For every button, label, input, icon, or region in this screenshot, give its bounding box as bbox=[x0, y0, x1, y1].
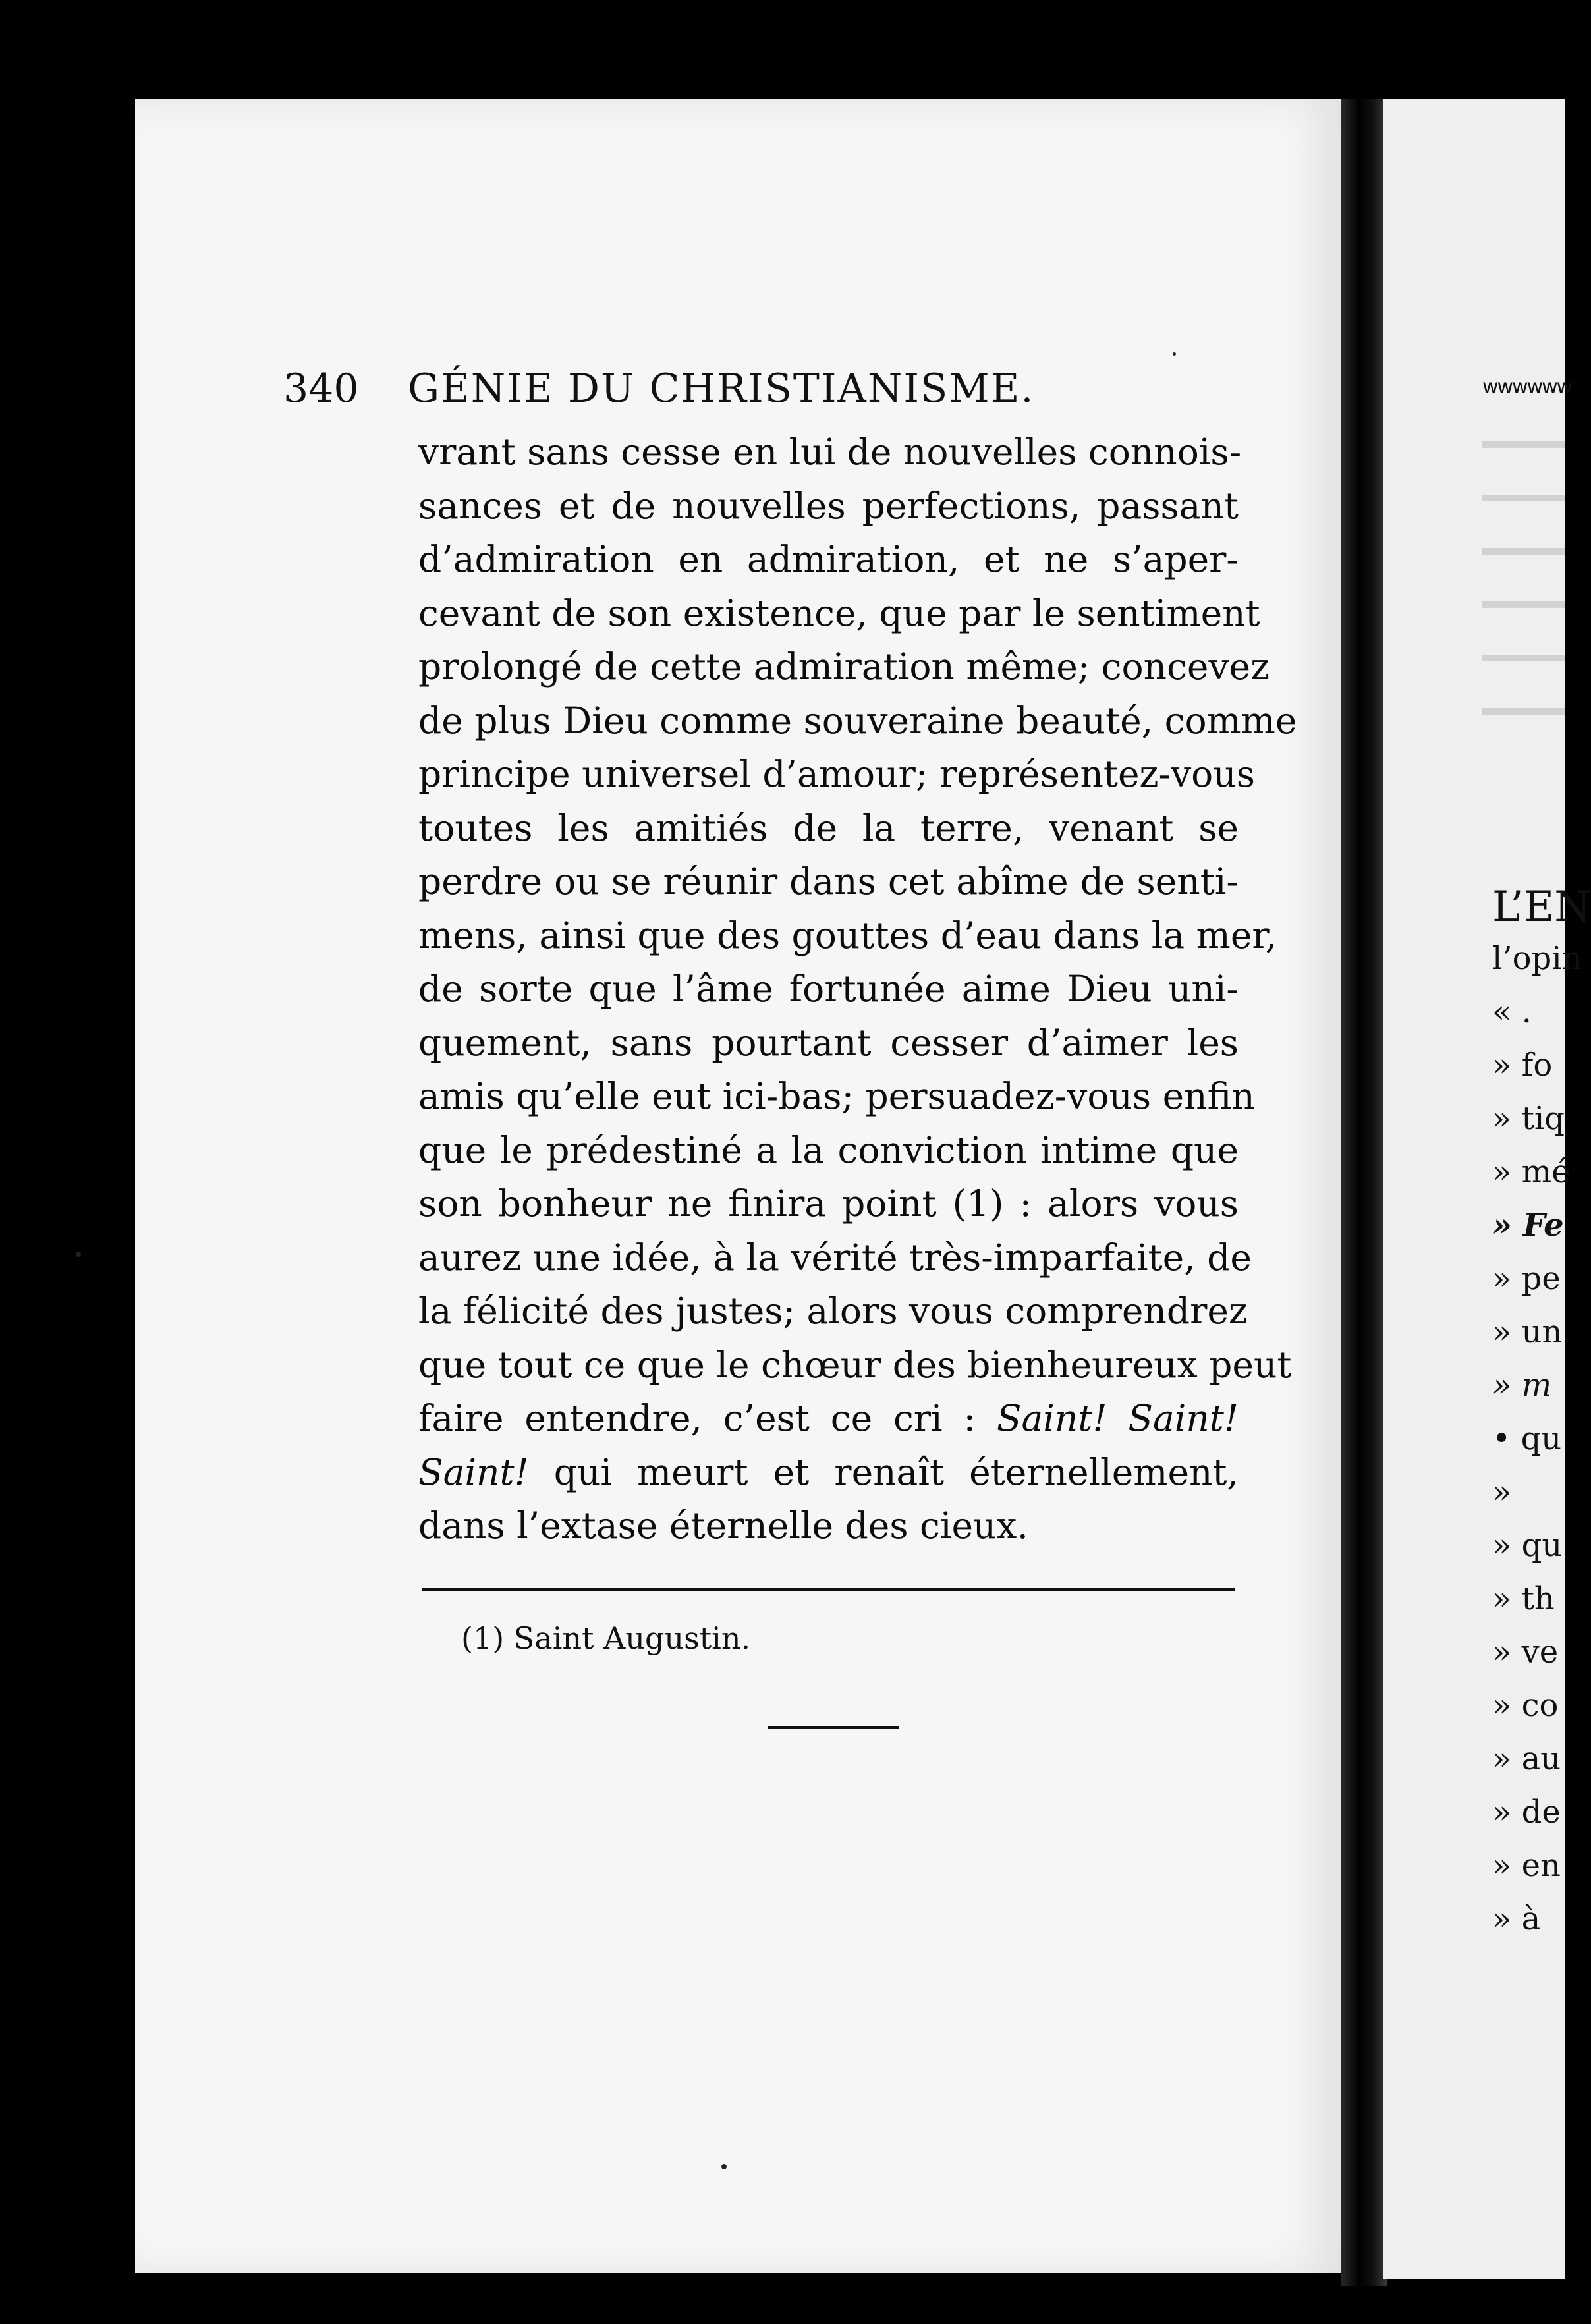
text-line: mens, ainsi que des gouttes d’eau dans la mer, bbox=[418, 914, 1277, 956]
right-page-line: • qu bbox=[1492, 1420, 1562, 1457]
text-line: vrant sans cesse en lui de nouvelles connois- bbox=[418, 431, 1242, 473]
right-page-line: » tiq bbox=[1492, 1100, 1565, 1137]
right-page-bleed-through bbox=[1482, 415, 1575, 758]
page-number: 340 bbox=[283, 366, 359, 412]
text-line: cevant de son existence, que par le sentiment bbox=[418, 592, 1260, 634]
italic-run: Saint! Saint! bbox=[996, 1397, 1239, 1439]
book-gutter bbox=[1341, 99, 1387, 2286]
body-text bbox=[418, 426, 1297, 1553]
text-line: prolongé de cette admiration même; concevez bbox=[418, 646, 1270, 688]
text-line: de sorte que l’âme fortunée aime Dieu uni- bbox=[418, 968, 1239, 1010]
right-page-line: » fo bbox=[1492, 1047, 1553, 1084]
right-page-line: » m bbox=[1492, 1367, 1552, 1404]
right-page-line: « . bbox=[1492, 993, 1532, 1030]
right-page-line: l’opin bbox=[1492, 940, 1582, 977]
right-page-line: » bbox=[1492, 1474, 1512, 1510]
text-line: son bonheur ne finira point (1) : alors vous bbox=[418, 1182, 1239, 1225]
text-line: toutes les amitiés de la terre, venant se bbox=[418, 806, 1239, 849]
book-title: GÉNIE DU CHRISTIANISME. bbox=[408, 366, 1035, 412]
right-page-lines bbox=[1492, 932, 1582, 1946]
right-page-line: » th bbox=[1492, 1580, 1555, 1617]
right-page-line: » à bbox=[1492, 1900, 1541, 1937]
right-page-line: » Fe bbox=[1492, 1207, 1564, 1244]
right-page-line: » au bbox=[1492, 1740, 1561, 1777]
scan-speck bbox=[721, 2164, 727, 2169]
right-page-fragment bbox=[1383, 99, 1591, 2279]
text-line: de plus Dieu comme souveraine beauté, comme bbox=[418, 699, 1297, 742]
right-page-line: » mé bbox=[1492, 1153, 1571, 1190]
right-page-line: » ve bbox=[1492, 1634, 1559, 1671]
scan-speck bbox=[76, 1252, 81, 1257]
right-page-ornament: wwwwww bbox=[1482, 375, 1572, 399]
text-line: amis qu’elle eut ici-bas; persuadez-vous enfin bbox=[418, 1075, 1255, 1117]
italic-run: Saint! bbox=[418, 1451, 529, 1493]
text-line: sances et de nouvelles perfections, passant bbox=[418, 484, 1239, 527]
text-line: principe universel d’amour; représentez-vous bbox=[418, 753, 1255, 795]
right-page-line: » un bbox=[1492, 1314, 1563, 1350]
text-run: qui meurt et renaît éternellement, bbox=[528, 1451, 1239, 1493]
text-line: dans l’extase éternelle des cieux. bbox=[418, 1505, 1028, 1547]
right-page-line: » co bbox=[1492, 1687, 1559, 1724]
end-rule bbox=[768, 1726, 899, 1729]
text-line bbox=[418, 1392, 1239, 1446]
text-line bbox=[418, 1446, 1239, 1500]
right-page-line: » qu bbox=[1492, 1527, 1563, 1564]
right-page-line: » de bbox=[1492, 1794, 1561, 1831]
footnote: (1) Saint Augustin. bbox=[461, 1620, 751, 1656]
right-page-line: » en bbox=[1492, 1847, 1561, 1884]
text-line: la félicité des justes; alors vous comprendrez bbox=[418, 1290, 1248, 1332]
running-head bbox=[283, 366, 1239, 425]
text-line: quement, sans pourtant cesser d’aimer les bbox=[418, 1021, 1239, 1064]
footnote-rule bbox=[422, 1588, 1235, 1591]
text-line: que le prédestiné a la conviction intime que bbox=[418, 1128, 1239, 1171]
text-line: aurez une idée, à la vérité très-imparfaite, de bbox=[418, 1236, 1252, 1279]
text-line: d’admiration en admiration, et ne s’aper- bbox=[418, 538, 1239, 580]
text-line: que tout ce que le chœur des bienheureux peut bbox=[418, 1343, 1292, 1386]
right-page-heading: L’EN bbox=[1492, 883, 1591, 931]
right-page-line: » pe bbox=[1492, 1260, 1561, 1297]
scan-speck bbox=[1173, 352, 1176, 356]
text-line: perdre ou se réunir dans cet abîme de senti- bbox=[418, 860, 1239, 902]
text-run: faire entendre, c’est ce cri : bbox=[418, 1397, 997, 1439]
